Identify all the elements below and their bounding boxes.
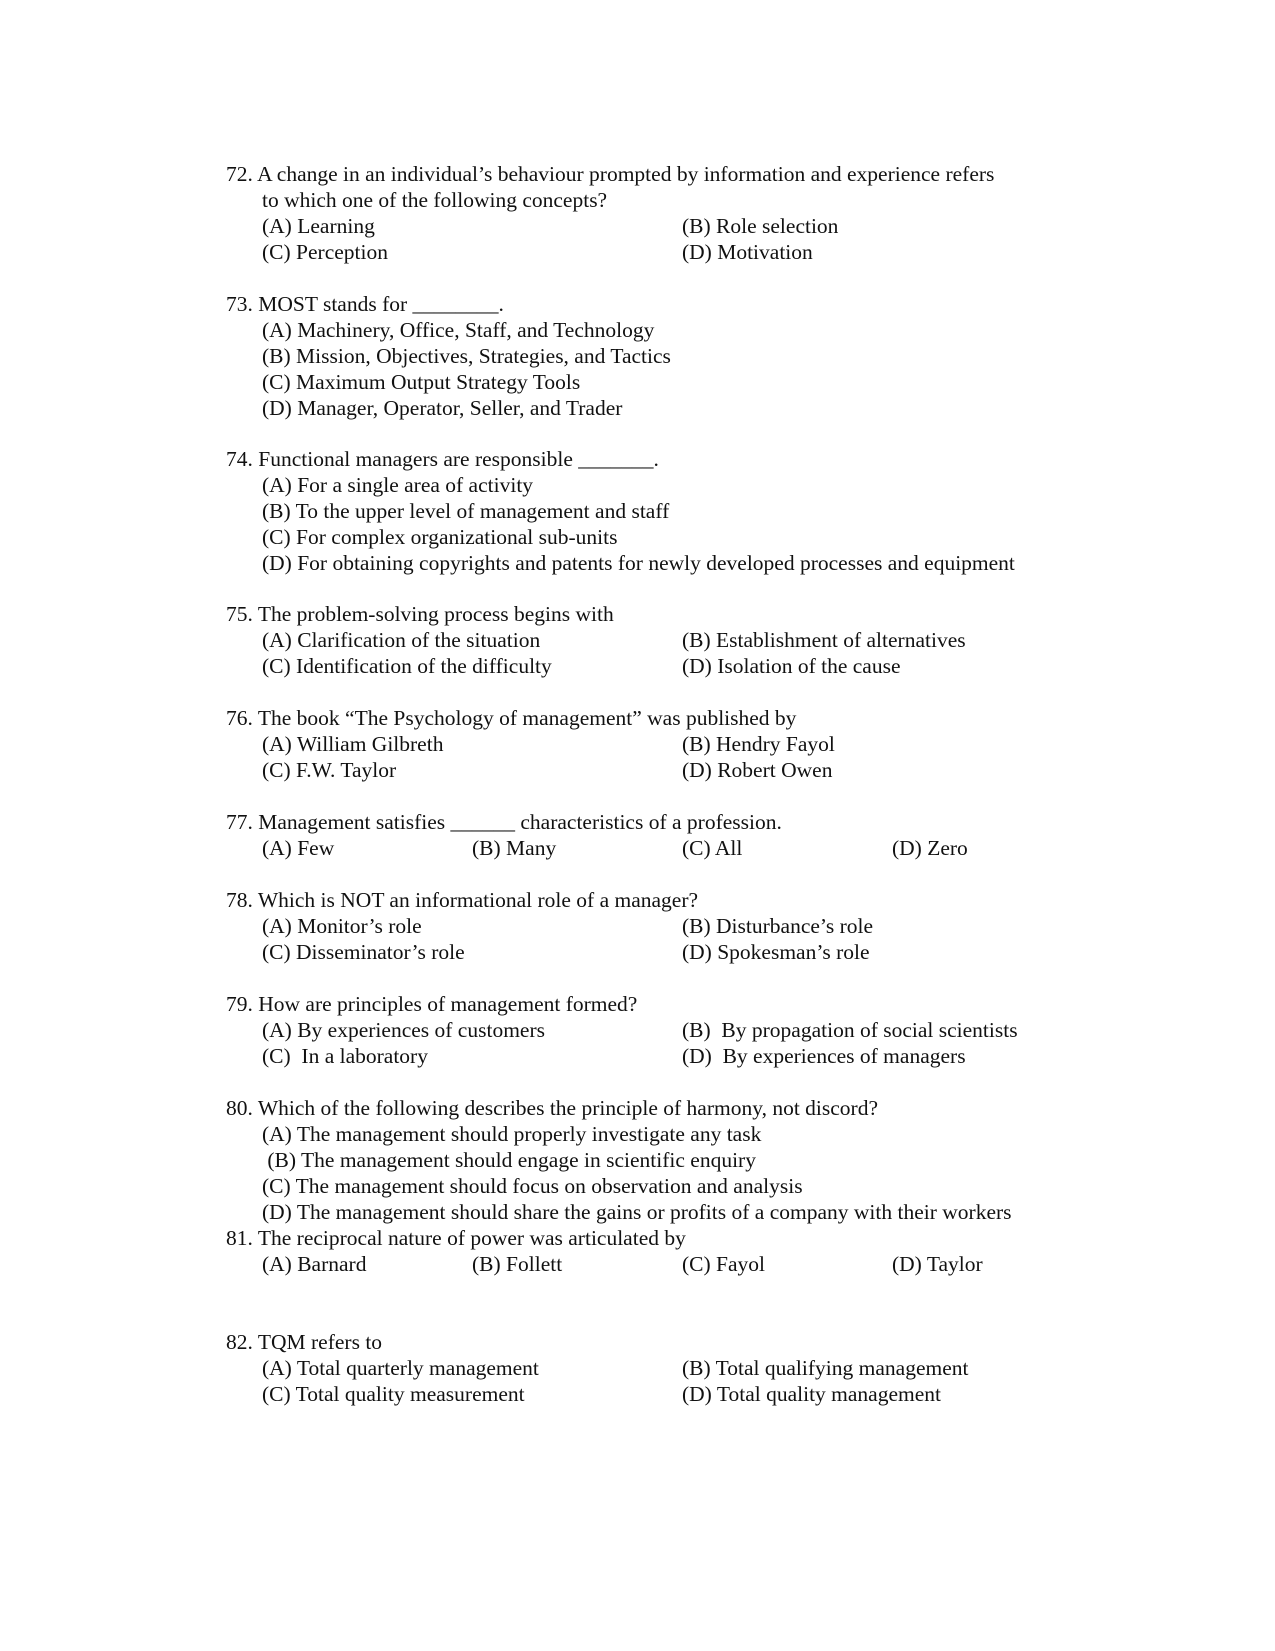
question-79-option-d: (D) By experiences of managers [682,1044,966,1068]
question-74-option-b: (B) To the upper level of management and staff [262,499,670,523]
question-82-text: 82. TQM refers to [226,1330,383,1354]
question-74-text: 74. Functional managers are responsible _______. [226,447,659,471]
question-77-text: 77. Management satisfies ______ characteristics of a profession. [226,810,782,834]
question-72-option-a: (A) Learning [262,214,375,238]
question-78-option-d: (D) Spokesman’s role [682,940,870,964]
question-77-option-a: (A) Few [262,836,335,860]
question-76-option-d: (D) Robert Owen [682,758,833,782]
question-81-option-c: (C) Fayol [682,1252,766,1276]
question-80-text: 80. Which of the following describes the principle of harmony, not discord? [226,1096,879,1120]
question-74-option-a: (A) For a single area of activity [262,473,534,497]
question-81-option-b: (B) Follett [472,1252,563,1276]
question-78-option-c: (C) Disseminator’s role [262,940,465,964]
question-78-option-a: (A) Monitor’s role [262,914,422,938]
question-76-option-c: (C) F.W. Taylor [262,758,397,782]
question-80-option-d: (D) The management should share the gains or profits of a company with their workers [262,1200,1012,1224]
question-81-option-d: (D) Taylor [892,1252,983,1276]
question-77-option-c: (C) All [682,836,743,860]
question-79-option-c: (C) In a laboratory [262,1044,428,1068]
question-76-text: 76. The book “The Psychology of management” was published by [226,706,797,730]
question-82-option-d: (D) Total quality management [682,1382,942,1406]
question-78-text: 78. Which is NOT an informational role of a manager? [226,888,699,912]
question-72-option-c: (C) Perception [262,240,388,264]
question-73-option-a: (A) Machinery, Office, Staff, and Technology [262,318,655,342]
question-75-option-a: (A) Clarification of the situation [262,628,541,652]
question-74-option-c: (C) For complex organizational sub-units [262,525,618,549]
question-73-option-d: (D) Manager, Operator, Seller, and Trader [262,396,623,420]
question-75-text: 75. The problem-solving process begins with [226,602,614,626]
question-72-option-b: (B) Role selection [682,214,839,238]
question-76-option-b: (B) Hendry Fayol [682,732,835,756]
question-75-option-b: (B) Establishment of alternatives [682,628,966,652]
question-79-option-a: (A) By experiences of customers [262,1018,545,1042]
question-78-option-b: (B) Disturbance’s role [682,914,874,938]
question-72-option-d: (D) Motivation [682,240,813,264]
question-81-option-a: (A) Barnard [262,1252,367,1276]
question-81-text: 81. The reciprocal nature of power was articulated by [226,1226,686,1250]
question-72-text: 72. A change in an individual’s behaviour prompted by information and experience refers [226,162,995,186]
question-82-option-a: (A) Total quarterly management [262,1356,539,1380]
question-72-text-continued: to which one of the following concepts? [262,188,608,212]
question-82-option-b: (B) Total qualifying management [682,1356,969,1380]
question-82-option-c: (C) Total quality measurement [262,1382,525,1406]
question-73-text: 73. MOST stands for ________. [226,292,504,316]
question-75-option-c: (C) Identification of the difficulty [262,654,552,678]
question-73-option-b: (B) Mission, Objectives, Strategies, and Tactics [262,344,671,368]
question-77-option-d: (D) Zero [892,836,968,860]
question-80-option-b: (B) The management should engage in scientific enquiry [262,1148,756,1172]
question-73-option-c: (C) Maximum Output Strategy Tools [262,370,581,394]
question-76-option-a: (A) William Gilbreth [262,732,444,756]
question-77-option-b: (B) Many [472,836,557,860]
question-80-option-c: (C) The management should focus on observation and analysis [262,1174,803,1198]
question-80-option-a: (A) The management should properly investigate any task [262,1122,762,1146]
question-75-option-d: (D) Isolation of the cause [682,654,901,678]
question-79-option-b: (B) By propagation of social scientists [682,1018,1018,1042]
question-79-text: 79. How are principles of management formed? [226,992,638,1016]
question-74-option-d: (D) For obtaining copyrights and patents for newly developed processes and equipment [262,551,1015,575]
